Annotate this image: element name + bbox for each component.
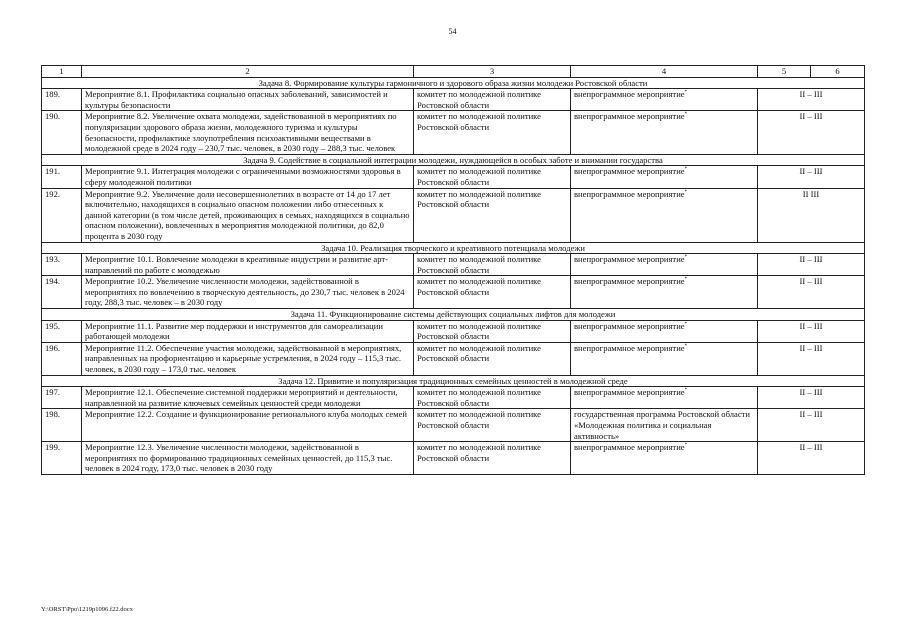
basis-text: внепрограммное мероприятие (574, 89, 685, 100)
task-row (42, 77, 865, 89)
basis-cell (571, 409, 758, 442)
measure-name: Мероприятие 11.1. Развитие мер поддержки и инструментов для самореализации работающей молодежи (82, 320, 414, 342)
measure-name: Мероприятие 9.2. Увеличение доли несовершеннолетних в возрасте от 14 до 17 лет включительно, находящихся в социально опасном положении либо отнесенных к данной категории (в том числе детей, проживающих в семьях, находящихся в социально опасном положении), вовлеченных в мероприятия молодежной политики, до 82,0 процента в 2030 году (82, 188, 414, 242)
table-row (42, 89, 865, 111)
table-row (42, 320, 865, 342)
basis-cell (571, 342, 758, 375)
task-title: Задача 10. Реализация творческого и креативного потенциала молодежи (42, 242, 865, 254)
row-number: 191. (42, 166, 82, 188)
basis-cell (571, 111, 758, 154)
basis-cell (571, 188, 758, 242)
footnote-mark: * (684, 388, 688, 394)
table-row (42, 166, 865, 188)
period: II – III (758, 320, 865, 342)
executor: комитет по молодежной политике Ростовской области (414, 111, 571, 154)
measure-name: Мероприятие 11.2. Обеспечение участия молодежи, задействованной в мероприятиях, направленных на профориентацию и карьерные устремления, в 2024 году – 115,3 тыс. человек, в 2030 году – 173,0 тыс. человек (82, 342, 414, 375)
footnote-mark: * (684, 343, 688, 349)
row-number: 193. (42, 254, 82, 276)
executor: комитет по молодежной политике Ростовской области (414, 254, 571, 276)
period: II – III (758, 254, 865, 276)
basis-text: внепрограммное мероприятие (574, 254, 685, 265)
measure-name: Мероприятие 12.1. Обеспечение системной поддержки мероприятий и деятельности, направленной на развитие ключевых семейных ценностей среди молодежи (82, 387, 414, 409)
table-row (42, 409, 865, 442)
page-number: 54 (448, 27, 457, 36)
executor: комитет по молодежной политике Ростовской области (414, 409, 571, 442)
basis-text: внепрограммное мероприятие (574, 320, 685, 331)
column-header-row (42, 66, 865, 78)
executor: комитет по молодежной политике Ростовской области (414, 320, 571, 342)
footnote-mark: * (684, 167, 688, 173)
period: II III (758, 188, 865, 242)
task-title: Задача 9. Содействие в социальной интеграции молодежи, нуждающейся в особых заботе и внимании государства (42, 154, 865, 166)
task-row (42, 154, 865, 166)
basis-cell (571, 254, 758, 276)
footnote-mark: * (684, 321, 688, 327)
executor: комитет по молодежной политике Ростовской области (414, 166, 571, 188)
file-path-footer: Y:\ORST\Ppo\1219p1096.f22.docx (41, 606, 133, 613)
period: II – III (758, 166, 865, 188)
row-number: 198. (42, 409, 82, 442)
basis-cell (571, 387, 758, 409)
basis-cell (571, 276, 758, 309)
footnote-mark: * (684, 443, 688, 449)
row-number: 199. (42, 442, 82, 475)
period: II – III (758, 276, 865, 309)
table-row (42, 254, 865, 276)
basis-cell (571, 89, 758, 111)
task-row (42, 375, 865, 387)
task-row (42, 309, 865, 321)
task-row (42, 242, 865, 254)
footnote-mark: * (684, 90, 688, 96)
row-number: 195. (42, 320, 82, 342)
measure-name: Мероприятие 12.3. Увеличение численности молодежи, задействованной в мероприятиях по формированию традиционных семейных ценностей, до 115,3 тыс. человек в 2024 году, 173,0 тыс. человек в 2030 году (82, 442, 414, 475)
basis-text: внепрограммное мероприятие (574, 442, 685, 453)
basis-cell (571, 166, 758, 188)
measure-name: Мероприятие 9.1. Интеграция молодежи с ограниченными возможностями здоровья в сферу молодежной политики (82, 166, 414, 188)
executor: комитет по молодежной политике Ростовской области (414, 342, 571, 375)
task-title: Задача 11. Функционирование системы действующих социальных лифтов для молодежи (42, 309, 865, 321)
basis-text: внепрограммное мероприятие (574, 342, 685, 353)
row-number: 190. (42, 111, 82, 154)
table-row (42, 276, 865, 309)
table-row (42, 188, 865, 242)
table-row (42, 442, 865, 475)
basis-text: внепрограммное мероприятие (574, 387, 685, 398)
period: II – III (758, 387, 865, 409)
executor: комитет по молодежной политике Ростовской области (414, 89, 571, 111)
column-header: 1 (42, 66, 82, 78)
measure-name: Мероприятие 10.1. Вовлечение молодежи в креативные индустрии и развитие арт-направлений по работе с молодежью (82, 254, 414, 276)
executor: комитет по молодежной политике Ростовской области (414, 188, 571, 242)
row-number: 197. (42, 387, 82, 409)
column-header: 2 (82, 66, 414, 78)
executor: комитет по молодежной политике Ростовской области (414, 387, 571, 409)
task-title: Задача 8. Формирование культуры гармоничного и здорового образа жизни молодежи Ростовской области (42, 77, 865, 89)
basis-text: внепрограммное мероприятие (574, 166, 685, 177)
footnote-mark: * (684, 189, 688, 195)
column-header: 5 (758, 66, 811, 78)
row-number: 189. (42, 89, 82, 111)
table-body (42, 66, 865, 475)
period: II – III (758, 89, 865, 111)
measures-table (41, 65, 865, 475)
task-title: Задача 12. Привитие и популяризация традиционных семейных ценностей в молодежной среде (42, 375, 865, 387)
basis-cell (571, 320, 758, 342)
row-number: 194. (42, 276, 82, 309)
period: II – III (758, 442, 865, 475)
measure-name: Мероприятие 8.2. Увеличение охвата молодежи, задействованной в мероприятиях по популяризации здорового образа жизни, молодежного туризма и культуры безопасности, профилактике злоупотребления психоактивными веществами в молодежной среде в 2024 году – 230,7 тыс. человек, в 2030 году – 288,3 тыс. человек (82, 111, 414, 154)
executor: комитет по молодежной политике Ростовской области (414, 276, 571, 309)
measure-name: Мероприятие 8.1. Профилактика социально опасных заболеваний, зависимостей и культуры безопасности (82, 89, 414, 111)
period: II – III (758, 111, 865, 154)
footnote-mark: * (684, 277, 688, 283)
row-number: 196. (42, 342, 82, 375)
basis-cell (571, 442, 758, 475)
row-number: 192. (42, 188, 82, 242)
basis-text: внепрограммное мероприятие (574, 188, 685, 199)
table-row (42, 111, 865, 154)
measure-name: Мероприятие 10.2. Увеличение численности молодежи, задействованной в мероприятиях по вовлечению в творческую деятельность, до 230,7 тыс. человек в 2024 году, 288,3 тыс. человек – в 2030 году (82, 276, 414, 309)
column-header: 6 (811, 66, 865, 78)
footnote-mark: * (684, 112, 688, 118)
table-row (42, 342, 865, 375)
period: II – III (758, 342, 865, 375)
executor: комитет по молодежной политике Ростовской области (414, 442, 571, 475)
period: II – III (758, 409, 865, 442)
measure-name: Мероприятие 12.2. Создание и функционирование регионального клуба молодых семей (82, 409, 414, 442)
basis-text: внепрограммное мероприятие (574, 276, 685, 287)
basis-text: внепрограммное мероприятие (574, 111, 685, 122)
footnote-mark: * (684, 255, 688, 261)
basis-text: государственная программа Ростовской области «Молодежная политика и социальная активность» (574, 409, 751, 441)
column-header: 3 (414, 66, 571, 78)
column-header: 4 (571, 66, 758, 78)
table-row (42, 387, 865, 409)
